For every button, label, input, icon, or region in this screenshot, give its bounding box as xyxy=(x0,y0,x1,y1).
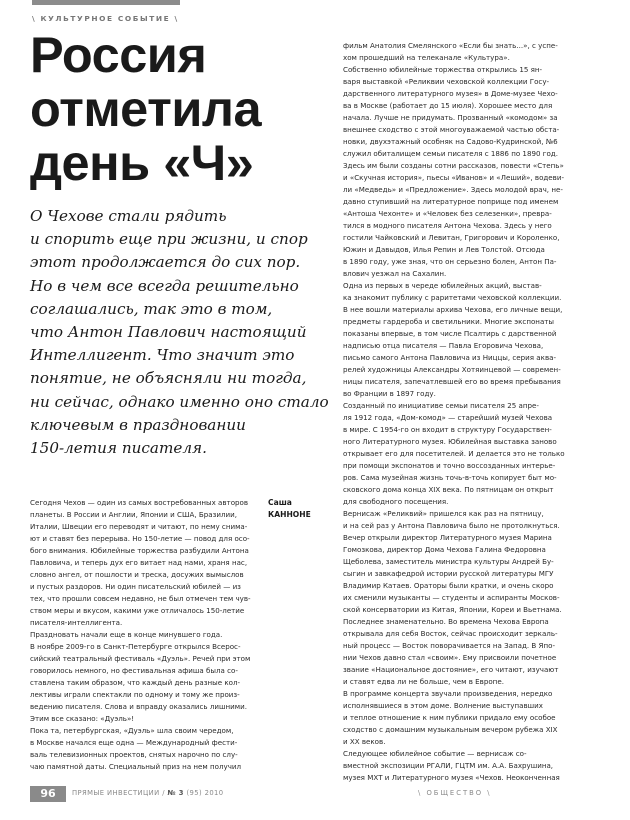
body-line: открывала для себя Восток, сейчас происходит зеркаль- xyxy=(343,629,558,638)
page-footer xyxy=(0,786,630,806)
article-column-left xyxy=(30,497,270,773)
lead-line: 150-летия писателя. xyxy=(30,439,207,458)
lead-line: О Чехове стали рядить xyxy=(30,207,227,225)
body-line: ров. Сама музейная жизнь точь-в-точь копирует быт мо- xyxy=(343,473,557,482)
section-label: \ ОБЩЕСТВО \ xyxy=(418,789,492,797)
body-line: Владимир Катаев. Ораторы были кратки, и очень скоро xyxy=(343,581,554,590)
body-line: тился в модного писателя Антона Чехова. Здесь у него xyxy=(343,221,552,230)
body-line: дарственного литературного музея» в Доме-музее Чехо- xyxy=(343,89,558,98)
body-line: при помощи экспонатов и точно воссозданных интерье- xyxy=(343,461,556,470)
body-line: Сегодня Чехов — один из самых востребованных авторов xyxy=(30,498,249,507)
body-line: В программе концерта звучали произведения, нередко xyxy=(343,689,553,698)
body-line: Пока та, петербургская, «Дуэль» шла своим чередом, xyxy=(30,726,234,735)
rubric-label: \ КУЛЬТУРНОЕ СОБЫТИЕ \ xyxy=(32,14,179,23)
body-line: В нее вошли материалы архива Чехова, его личные вещи, xyxy=(343,305,563,314)
body-line: словно ангел, от пошлости и треска, досужих вымыслов xyxy=(30,570,244,579)
body-line: в 1890 году, уже зная, что он серьезно болен, Антон Па- xyxy=(343,257,557,266)
body-line: Щеболева, заместитель министра культуры Андрей Бу- xyxy=(343,557,554,566)
body-line: Южин и Давыдов, Илья Репин и Лев Толстой. Отсюда xyxy=(343,245,545,254)
body-line: ницы писателя, запечатлевшей его во время пребывания xyxy=(343,377,561,386)
body-line: внешнее сходство с этой многоуважаемой частью обста- xyxy=(343,125,560,134)
headline-line: отметила xyxy=(30,80,262,137)
body-line: Здесь им были созданы сотни рассказов, повести «Степь» xyxy=(343,161,564,170)
body-line: варя выставкой «Реликвии чеховской коллекции Госу- xyxy=(343,77,550,86)
lead-line: ключевым в праздновании xyxy=(30,415,246,434)
issue-detail: (95) 2010 xyxy=(183,789,224,797)
body-line: Этим все сказано: «Дуэль»! xyxy=(30,714,135,723)
body-line: чаю памятной даты. Специальный приз на нем получил xyxy=(30,762,242,771)
body-line: ля 1912 года, «Дом-комод» — старейший музей Чехова xyxy=(343,413,553,422)
body-line: хом прошедший на телеканале «Культура». xyxy=(343,53,510,62)
body-line: ного Литературного музея. Юбилейная выставка заново xyxy=(343,437,557,446)
lead-line: что Антон Павлович настоящий xyxy=(30,323,307,342)
body-line: фильм Анатолия Смелянского «Если бы знать...», с успе- xyxy=(343,41,558,50)
page-number: 96 xyxy=(30,786,66,802)
body-line: письмо самого Антона Павловича из Ниццы, серия аква- xyxy=(343,353,557,362)
body-line: вместной экспозиции РГАЛИ, ГЦТМ им. А.А. Бахрушина, xyxy=(343,761,554,770)
magazine-name: ПРЯМЫЕ ИНВЕСТИЦИИ / xyxy=(72,789,168,797)
body-line: и теплое отношение к ним публики придало ему особое xyxy=(343,713,556,722)
body-line: тех, что прошли совсем недавно, не был отмечен тем чув- xyxy=(30,594,251,603)
body-line: звание «Национальное достояние», его читают, изучают xyxy=(343,665,559,674)
rubric-tab xyxy=(32,0,180,5)
body-line: Вернисаж «Реликвий» пришелся как раз на пятницу, xyxy=(343,509,544,518)
body-line: сходство с домашним музыкальным вечером рубежа XIX xyxy=(343,725,558,734)
body-line: ской консерватории из Китая, Японии, Кореи и Вьетнама. xyxy=(343,605,562,614)
body-line: и пустых раздоров. Ни один писательский юбилей — из xyxy=(30,582,241,591)
body-line: сковского дома конца XIX века. По пятницам он открыт xyxy=(343,485,554,494)
body-line: сыгин и завкафедрой истории русской литературы МГУ xyxy=(343,569,554,578)
body-line: для свободного посещения. xyxy=(343,497,449,506)
magazine-issue xyxy=(72,789,224,797)
body-line: «Антоша Чехонте» и «Человек без селезенки», превра- xyxy=(343,209,552,218)
body-line: бого внимания. Юбилейные торжества разбудили Антона xyxy=(30,546,249,555)
body-line: и ставят едва ли не больше, чем в Европе. xyxy=(343,677,504,686)
body-line: ва в Москве (работает до 15 июля). Хорошее место для xyxy=(343,101,553,110)
body-line: планеты. В России и Англии, Японии и США, Бразилии, xyxy=(30,510,238,519)
body-line: ведению писателя. Слова и вправду оказались лишними. xyxy=(30,702,247,711)
body-line: лективы играли спектакли по одному и тому же произ- xyxy=(30,690,240,699)
body-line: давно ступивший на литературное поприще под именем xyxy=(343,197,559,206)
lead-line: Интеллигент. Что значит это xyxy=(30,346,295,365)
body-line: ли «Медведь» и «Предложение». Здесь молодой врач, не- xyxy=(343,185,563,194)
author-byline xyxy=(268,497,330,521)
lead-line: понятие, не объясняли ни тогда, xyxy=(30,369,307,388)
body-line: писателя-интеллигента. xyxy=(30,618,123,627)
body-line: ка знакомит публику с раритетами чеховской коллекции. xyxy=(343,293,562,302)
body-line: Последнее знаменательно. Во времена Чехова Европа xyxy=(343,617,549,626)
body-line: в Москве начался еще одна — Международный фести- xyxy=(30,738,238,747)
body-line: ный процесс — Восток поворачивается на Запад. В Япо- xyxy=(343,641,556,650)
body-line: надписью отца писателя — Павла Егоровича Чехова, xyxy=(343,341,544,350)
body-line: говорилось немного, но фестивальная афиша была со- xyxy=(30,666,238,675)
body-line: Павловича, и теперь дух его витает над нами, храня нас, xyxy=(30,558,248,567)
lead-line: Но в чем все всегда решительно xyxy=(30,276,299,295)
headline xyxy=(30,28,330,190)
body-line: исполнявшиеся в этом доме. Волнение выступавших xyxy=(343,701,543,710)
author-last-name: КАННОНЕ xyxy=(268,510,311,519)
body-line: и на сей раз у Антона Павловича было не протолкнуться. xyxy=(343,521,560,530)
body-line: Гомозкова, директор Дома Чехова Галина Федоровна xyxy=(343,545,546,554)
body-line: ют и ставят без перерыва. Но 150-летие — повод для осо- xyxy=(30,534,250,543)
body-line: нии Чехов давно стал «своим». Ему присвоили почетное xyxy=(343,653,557,662)
body-line: валь телевизионных проектов, снятых нарочно по слу- xyxy=(30,750,238,759)
body-line: Созданный по инициативе семьи писателя 25 апре- xyxy=(343,401,539,410)
body-line: Следующее юбилейное событие — вернисаж со- xyxy=(343,749,527,758)
author-first-name: Саша xyxy=(268,498,292,507)
lead-paragraph xyxy=(30,205,330,460)
body-line: ством меры и вкусом, какими уже отличалось 150-летие xyxy=(30,606,245,615)
body-line: влович уезжал на Сахалин. xyxy=(343,269,447,278)
body-line: во Франции в 1897 году. xyxy=(343,389,436,398)
body-line: Праздновать начали еще в конце минувшего года. xyxy=(30,630,223,639)
body-line: Вечер открыли директор Литературного музея Марина xyxy=(343,533,552,542)
body-line: гостили Чайковский и Левитан, Григорович и Короленко, xyxy=(343,233,560,242)
headline-line: день «Ч» xyxy=(30,134,254,191)
body-line: предметы гардероба и светильники. Многие экспонаты xyxy=(343,317,555,326)
body-line: Одна из первых в череде юбилейных акций, выстав- xyxy=(343,281,542,290)
lead-line: этот продолжается до сих пор. xyxy=(30,253,301,272)
body-line: и «Скучная история», пьесы «Иванов» и «Леший», водеви- xyxy=(343,173,565,182)
body-line: открывает его для посетителей. И делается это не только xyxy=(343,449,565,458)
article-column-right xyxy=(343,40,583,784)
body-line: показаны впервые, в том числе Псалтирь с дарственной xyxy=(343,329,557,338)
lead-line: и спорить еще при жизни, и спор xyxy=(30,230,308,249)
body-line: их сменили музыканты — студенты и аспиранты Москов- xyxy=(343,593,560,602)
body-line: в мире. С 1954-го он входит в структуру Государствен- xyxy=(343,425,552,434)
body-line: ставлена таким образом, что каждый день разные кол- xyxy=(30,678,241,687)
body-line: Собственно юбилейные торжества открылись 15 ян- xyxy=(343,65,543,74)
body-line: начала. Лучше не придумать. Прозванный «комодом» за xyxy=(343,113,558,122)
body-line: релей художницы Александры Хотяинцевой — современ- xyxy=(343,365,561,374)
body-line: В ноябре 2009-го в Санкт-Петербурге открылся Всерос- xyxy=(30,642,241,651)
lead-line: соглашались, так это в том, xyxy=(30,299,273,318)
body-line: Италии, Швеции его переводят и читают, по нему снима- xyxy=(30,522,248,531)
body-line: новки, двухэтажный особняк на Садово-Кудринской, №6 xyxy=(343,137,558,146)
body-line: сийский театральный фестиваль «Дуэль». Речей при этом xyxy=(30,654,251,663)
body-line: и XX веков. xyxy=(343,737,386,746)
lead-line: ни сейчас, однако именно оно стало xyxy=(30,392,329,411)
issue-label: № 3 xyxy=(167,789,184,797)
body-line: музея МХТ и Литературного музея «Чехов. Неоконченная xyxy=(343,773,560,782)
headline-line: Россия xyxy=(30,26,207,83)
body-line: служил обиталищем семьи писателя с 1886 по 1890 год. xyxy=(343,149,558,158)
